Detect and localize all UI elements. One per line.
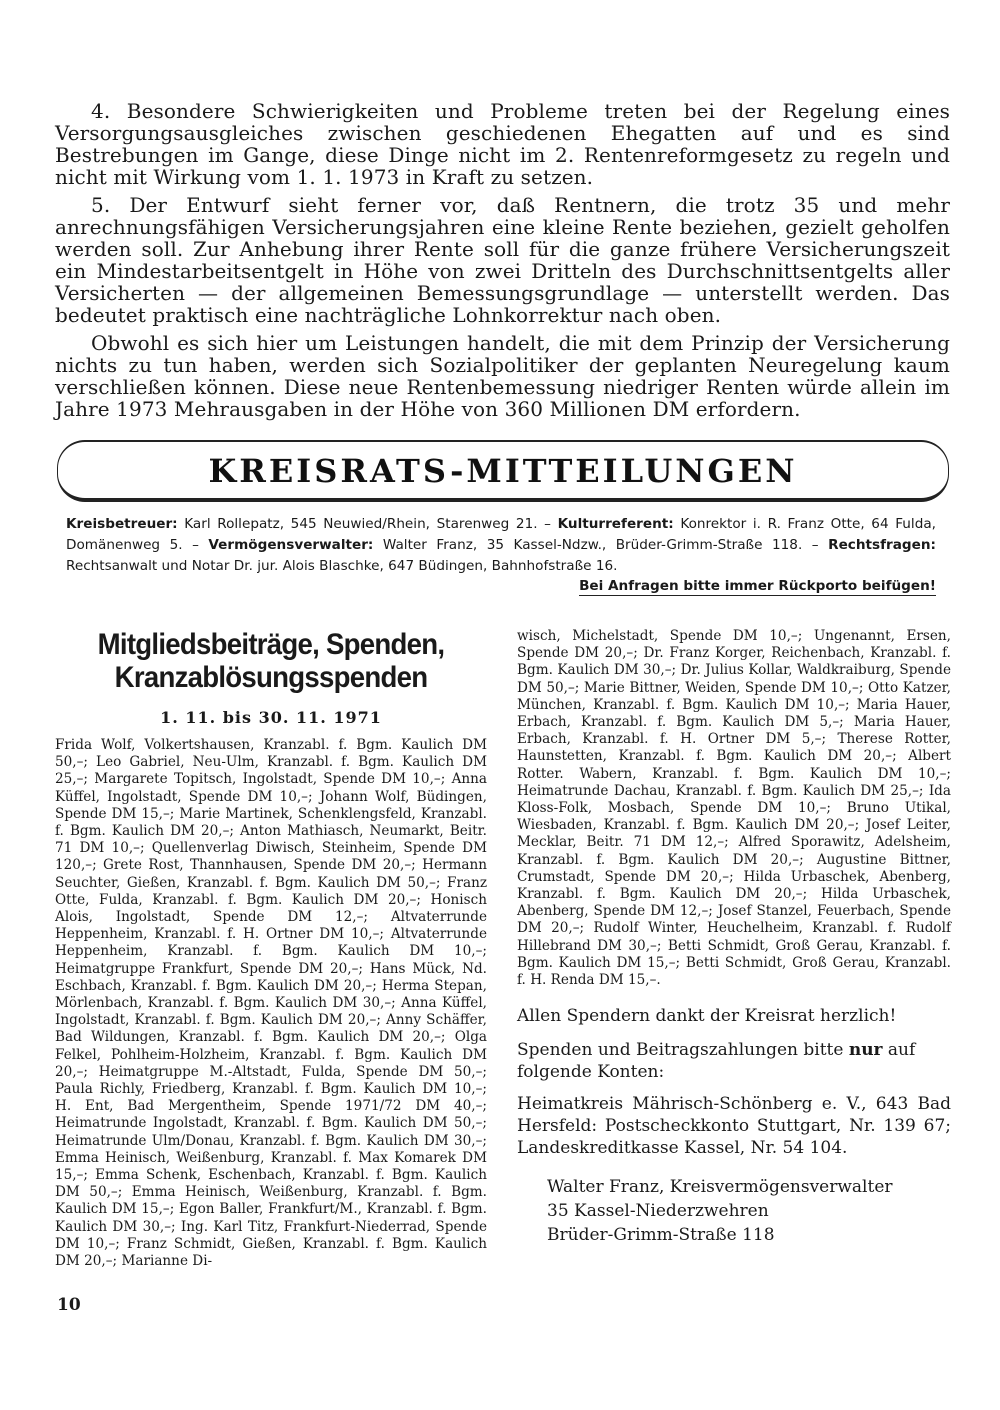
intro-paragraph-5: 5. Der Entwurf sieht ferner vor, daß Rentnern, die trotz 35 und mehr anrechnungsfähigen Versicherungsjahren eine kleine Rente beziehen, gezielt geholfen werden soll. Zur Anhebung ihrer Rente soll für die ganze frühere Versicherungszeit ein Mindestarbeitsentgelt in Höhe von zwei Dritteln des Durchschnittsentgelts aller Versicherten — der allgemeinen Bemessungsgrundlage — unterstellt werden. Das bedeutet praktisch eine nachträgliche Lohnkorrektur nach oben.	[55, 193, 950, 327]
page-number: 10	[57, 1295, 81, 1315]
text-kreisbetreuer: Karl Rollepatz, 545 Neuwied/Rhein, Starenweg 21. –	[184, 516, 551, 532]
signature-name: Walter Franz, Kreisvermögensverwalter	[547, 1177, 893, 1198]
donations-list-left: Frida Wolf, Volkertshausen, Kranzabl. f. Bgm. Kaulich DM 50,–; Leo Gabriel, Neu-Ulm, Kranzabl. f. Bgm. Kaulich DM 25,–; Margarete Topitsch, Ingolstadt, Spende DM 10,–; Anna Küffel, Ingolstadt, Spende DM 10,–; Johann Wolf, Büdingen, Spende DM 15,–; Marie Martinek, Schenklengsfeld, Kranzabl. f. Bgm. Kaulich DM 20,–; Anton Mathiasch, Neumarkt, Beitr. 71 DM 10,–; Quellenverlag Diwisch, Steinheim, Spende DM 120,–; Grete Rost, Thannhausen, Spende DM 20,–; Hermann Seuchter, Gießen, Kranzabl. f. Bgm. Kaulich DM 50,–; Franz Otte, Fulda, Kranzabl. f. Bgm. Kaulich DM 20,–; Honisch Alois, Ingolstadt, Spende DM 12,–; Altvaterrunde Heppenheim, Kranzabl. f. H. Ortner DM 10,–; Altvaterrunde Heppenheim, Kranzabl. f. Bgm. Kaulich DM 10,–; Heimatgruppe Frankfurt, Spende DM 20,–; Hans Mück, Nd. Eschbach, Kranzabl. f. Bgm. Kaulich DM 20,–; Herma Stepan, Mörlenbach, Kranzabl. f. Bgm. Kaulich DM 30,–; Anna Küffel, Ingolstadt, Kranzabl. f. Bgm. Kaulich DM 20,–; Anny Schäffer, Bad Wildungen, Kranzabl. f. Bgm. Kaulich DM 20,–; Olga Felkel, Pohlheim-Holzheim, Kranzabl. f. Bgm. Kaulich DM 20,–; Heimatgruppe M.-Altstadt, Fulda, Spende DM 50,–; Paula Richly, Friedberg, Kranzabl. f. Bgm. Kaulich DM 10,–; H. Ent, Bad Mergentheim, Spende 1971/72 DM 40,–; Heimatrunde Ingolstadt, Kranzabl. f. Bgm. Kaulich DM 50,–; Heimatrunde Ulm/Donau, Kranzabl. f. Bgm. Kaulich DM 30,–; Emma Heinisch, Weißenburg, Kranzabl. f. Max Komarek DM 15,–; Emma Schenk, Eschenbach, Kranzabl. f. Bgm. Kaulich DM 50,–; Emma Heinisch, Weißenburg, Kranzabl. f. Bgm. Kaulich DM 15,–; Egon Baller, Frankfurt/M., Kranzabl. f. Bgm. Kaulich DM 30,–; Ing. Karl Titz, Frankfurt-Niederrad, Spende DM 10,–; Franz Schmidt, Gießen, Kranzabl. f. Bgm. Kaulich DM 20,–; Marianne Di-	[55, 737, 487, 1270]
intro-paragraph-4: 4. Besondere Schwierigkeiten und Probleme treten bei der Regelung eines Versorgungsausgleiches zwischen geschiedenen Ehegatten auf und es sind Bestrebungen im Gange, diese Dinge nicht im 2. Rentenreformgesetz zu regeln und nicht mit Wirkung vom 1. 1. 1973 in Kraft zu setzen.	[55, 99, 950, 189]
signature-street: Brüder-Grimm-Straße 118	[547, 1225, 775, 1246]
contact-info-block	[66, 514, 936, 577]
text-vermoegensverwalter: Walter Franz, 35 Kassel-Ndzw., Brüder-Grimm-Straße 118. –	[382, 537, 819, 553]
donations-heading-line1: Mitgliedsbeiträge, Spenden,	[97, 628, 445, 661]
accounts-intro-emphasis: nur	[848, 1040, 883, 1061]
signature-block	[547, 1175, 951, 1247]
section-banner	[57, 440, 949, 502]
signature-city: 35 Kassel-Niederzwehren	[547, 1201, 769, 1222]
text-rechtsfragen: Rechtsanwalt und Notar Dr. jur. Alois Blaschke, 647 Büdingen, Bahnhofstraße 16.	[66, 558, 618, 574]
bank-accounts: Heimatkreis Mährisch-Schönberg e. V., 643 Bad Hersfeld: Postscheckkonto Stuttgart, Nr. 139 67; Landeskreditkasse Kassel, Nr. 54 104.	[517, 1094, 951, 1159]
text-kulturreferent: Konrektor i. R. Franz Otte, 64 Fulda, Domänenweg 5. –	[66, 516, 936, 553]
thanks-text: Allen Spendern dankt der Kreisrat herzlich!	[517, 1006, 897, 1027]
donations-list-right: wisch, Michelstadt, Spende DM 10,–; Ungenannt, Ersen, Spende DM 20,–; Dr. Franz Korger, Reichenbach, Kranzabl. f. Bgm. Kaulich DM 30,–; Dr. Julius Kollar, Waldkraiburg, Spende DM 50,–; Marie Bittner, Weiden, Spende DM 10,–; Otto Katzer, München, Kranzabl. f. Bgm. Kaulich DM 10,–; Maria Hauer, Erbach, Kranzabl. f. Bgm. Kaulich DM 5,–; Maria Hauer, Erbach, Kranzabl. f. H. Ortner DM 5,–; Therese Rotter, Haunstetten, Kranzabl. f. Bgm. Kaulich DM 20,–; Albert Rotter. Wabern, Kranzabl. f. Bgm. Kaulich DM 10,–; Heimatrunde Dachau, Kranzabl. f. Bgm. Kaulich DM 25,–; Ida Kloss-Folk, Mosbach, Spende DM 10,–; Bruno Utikal, Wiesbaden, Kranzabl. f. Bgm. Kaulich DM 20,–; Josef Leiter, Mecklar, Beitr. 71 DM 12,–; Alfred Sporawitz, Adelsheim, Kranzabl. f. Bgm. Kaulich DM 20,–; Augustine Bittner, Crumstadt, Spende DM 20,–; Hilda Urbaschek, Abenberg, Kranzabl. f. Bgm. Kaulich DM 20,–; Hilda Urbaschek, Abenberg, Spende DM 12,–; Josef Stanzel, Feuerbach, Spende DM 20,–; Rudolf Winter, Heuchelheim, Kranzabl. f. Rudolf Hillebrand DM 30,–; Betti Schmidt, Groß Gerau, Kranzabl. f. Bgm. Kaulich DM 15,–; Betti Schmidt, Groß Gerau, Kranzabl. f. H. Renda DM 15,–.	[517, 628, 951, 989]
label-kreisbetreuer: Kreisbetreuer:	[66, 516, 178, 532]
donations-heading	[72, 628, 469, 694]
donations-heading-line2: Kranzablösungsspenden	[114, 661, 428, 694]
label-vermoegensverwalter: Vermögensverwalter:	[208, 537, 374, 553]
intro-article	[55, 100, 950, 426]
accounts-intro	[517, 1039, 951, 1083]
label-rechtsfragen: Rechtsfragen:	[828, 537, 936, 553]
banner-title: KREISRATS-MITTEILUNGEN	[208, 452, 798, 490]
donations-period: 1. 11. bis 30. 11. 1971	[160, 708, 382, 727]
donations-right-column	[517, 628, 951, 1247]
donations-left-column	[55, 628, 487, 1270]
intro-paragraph-conclusion: Obwohl es sich hier um Leistungen handelt, die mit dem Prinzip der Versicherung nichts zu tun haben, werden sich Sozialpolitiker der geplanten Neuregelung kaum verschließen können. Diese neue Rentenbemessung niedriger Renten würde allein im Jahre 1973 Mehrausgaben in der Höhe von 360 Millionen DM erfordern.	[55, 331, 950, 421]
accounts-intro-suffix: auf folgende Konten:	[517, 1040, 916, 1083]
return-postage-note: Bei Anfragen bitte immer Rückporto beifügen!	[579, 578, 936, 594]
label-kulturreferent: Kulturreferent:	[557, 516, 674, 532]
accounts-intro-prefix: Spenden und Beitragszahlungen bitte	[517, 1040, 844, 1061]
